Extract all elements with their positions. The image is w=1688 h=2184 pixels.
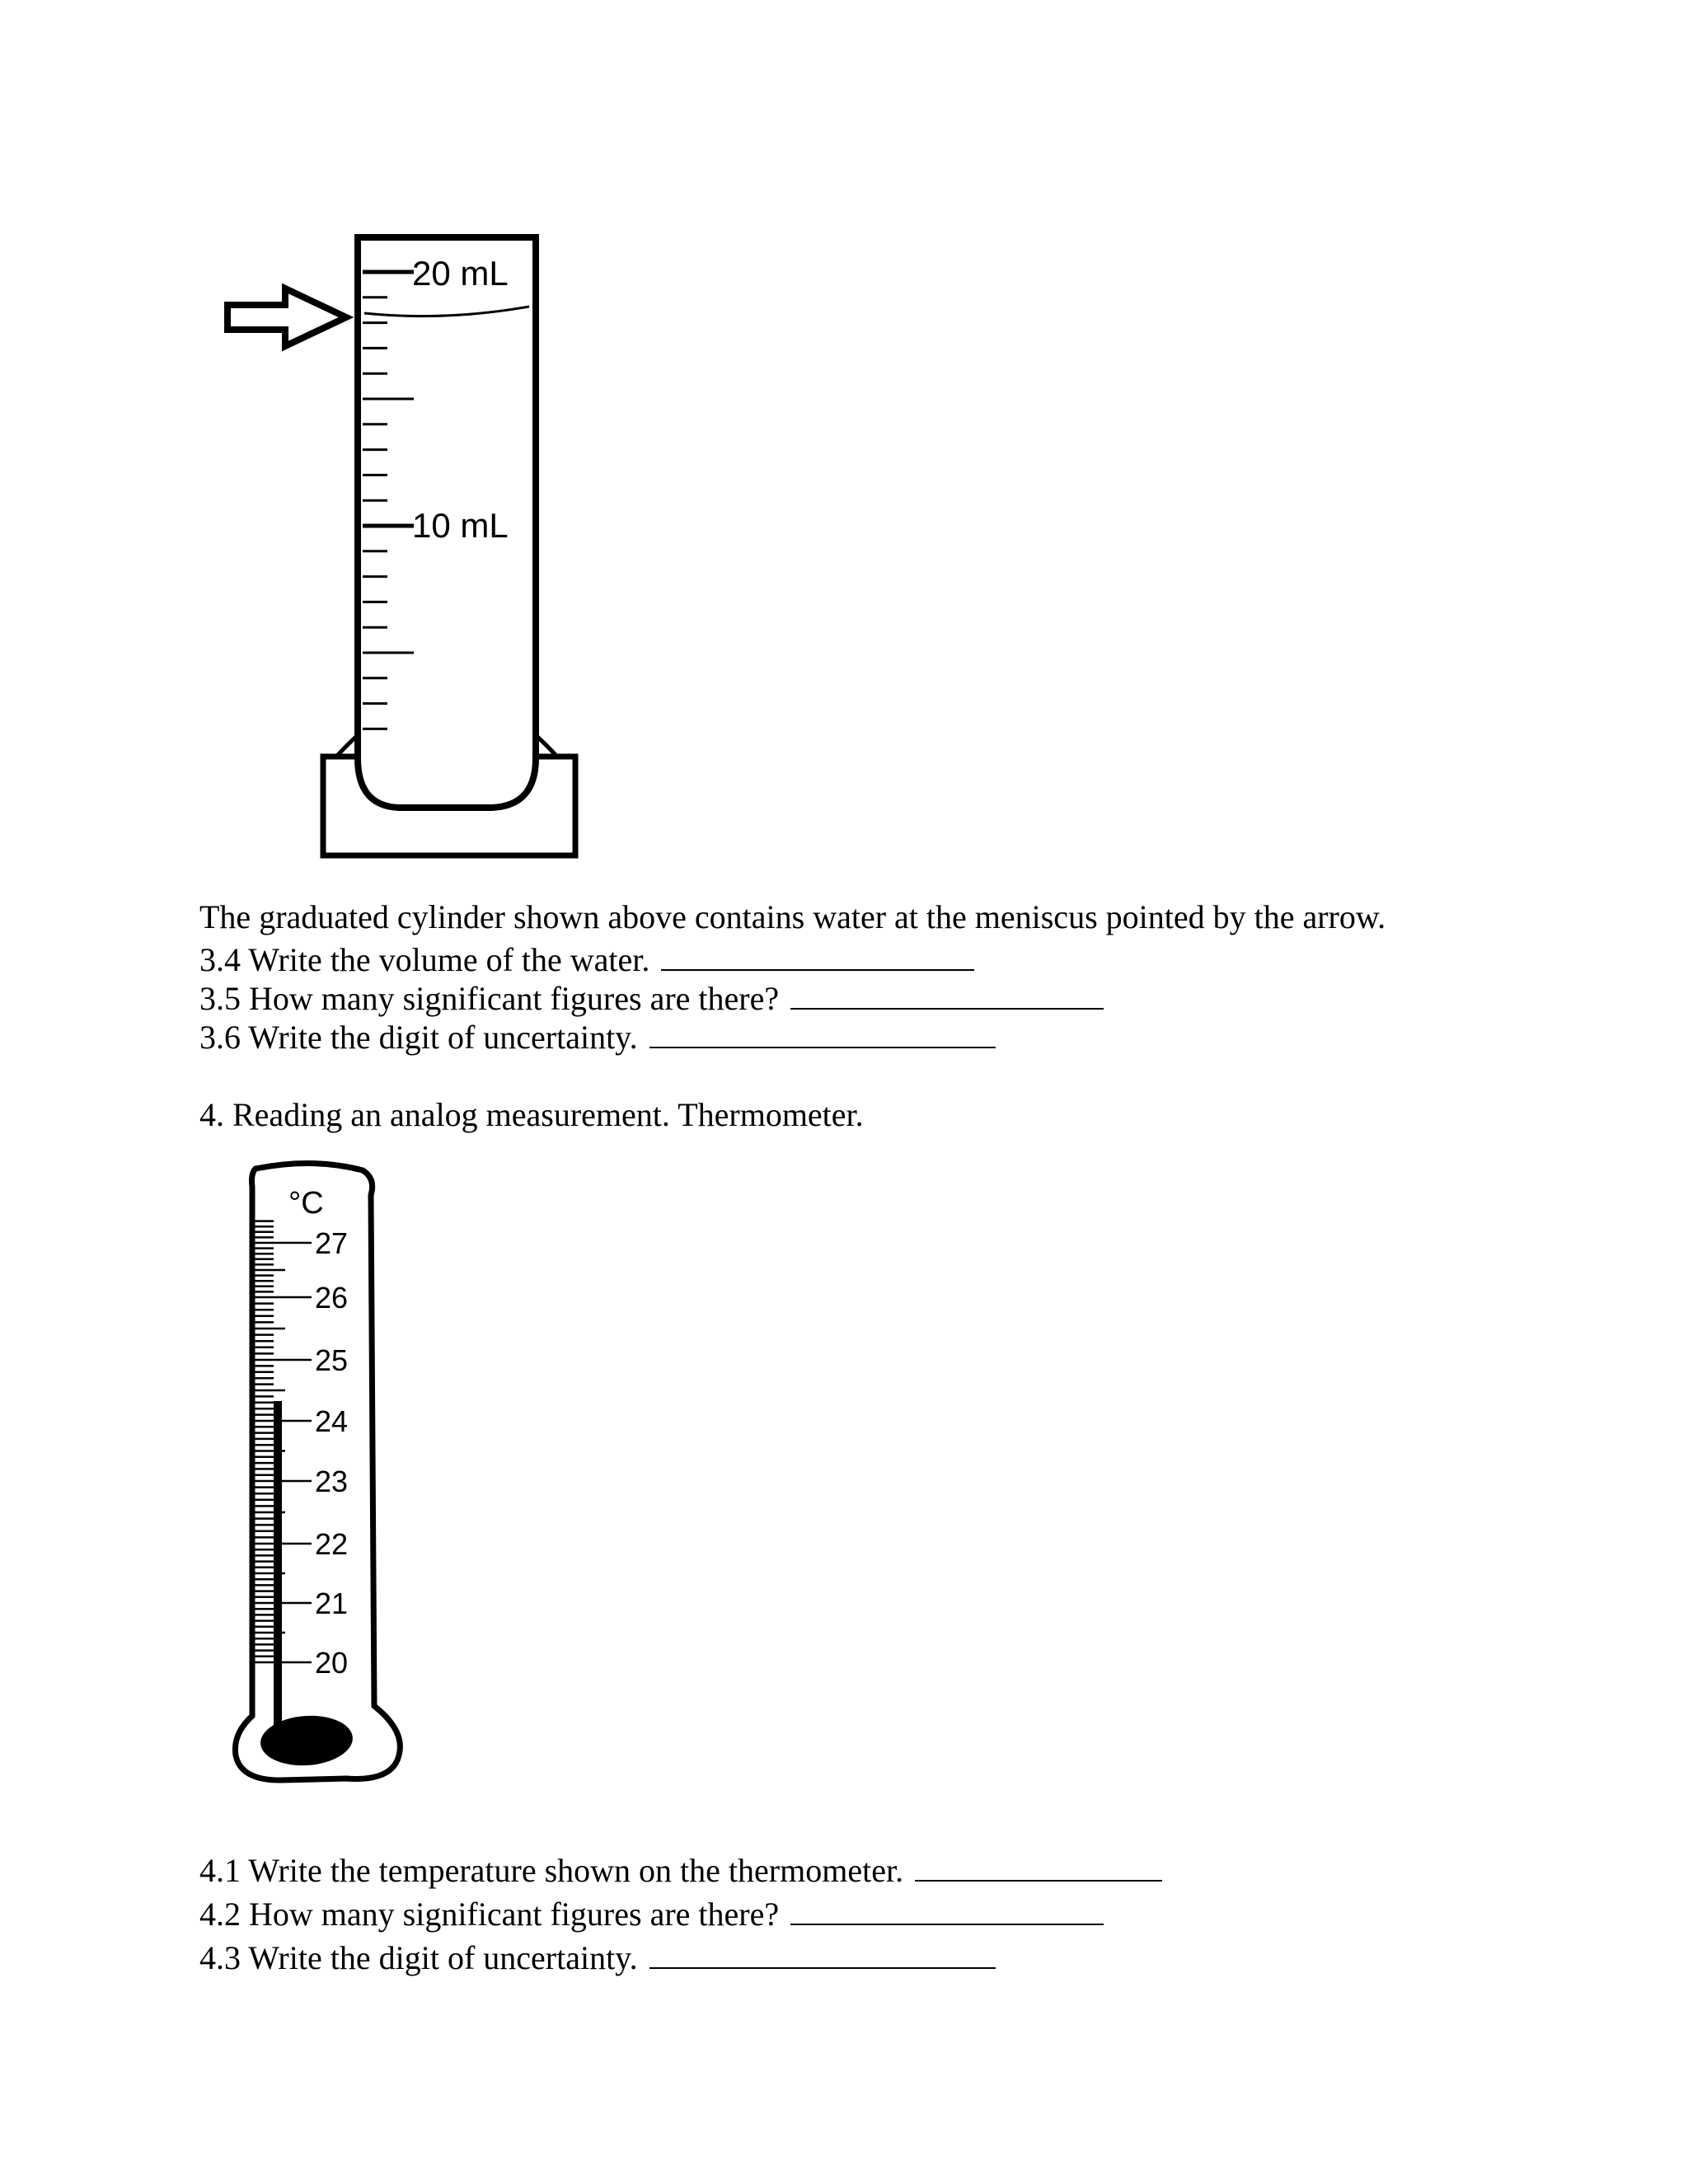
- cylinder-description: The graduated cylinder shown above contains water at the meniscus pointed by the arrow.: [199, 898, 1386, 935]
- answer-4-1-blank[interactable]: [915, 1852, 1162, 1882]
- thermometer-label: 25: [315, 1343, 349, 1377]
- thermometer-label: 20: [315, 1646, 349, 1680]
- arrow-icon: [227, 288, 346, 346]
- question-4-1: [199, 1852, 1162, 1890]
- section-4-heading: 4. Reading an analog measurement. Thermometer.: [199, 1096, 864, 1133]
- question-3-6: [199, 1019, 996, 1057]
- question-4-2-text: 4.2 How many significant figures are there?: [199, 1896, 780, 1933]
- question-3-4-text: 3.4 Write the volume of the water.: [199, 941, 650, 978]
- thermometer-label: 27: [315, 1226, 349, 1260]
- thermometer-label: 21: [315, 1586, 349, 1620]
- answer-3-4-blank[interactable]: [661, 941, 974, 971]
- question-4-3-text: 4.3 Write the digit of uncertainty.: [199, 1939, 638, 1976]
- thermometer-figure: [0, 1137, 1688, 1813]
- cylinder-label-10ml: 10 mL: [412, 506, 509, 545]
- question-4-3: [199, 1939, 996, 1977]
- cylinder-label-20ml: 20 mL: [412, 254, 509, 293]
- question-3-6-text: 3.6 Write the digit of uncertainty.: [199, 1019, 638, 1056]
- answer-3-5-blank[interactable]: [790, 980, 1104, 1010]
- thermometer-label: 24: [315, 1404, 349, 1438]
- graduated-cylinder-figure: [0, 0, 1688, 874]
- question-4-2: [199, 1896, 1104, 1933]
- question-3-5-text: 3.5 How many significant figures are there?: [199, 980, 780, 1017]
- thermometer-unit: °C: [288, 1186, 324, 1221]
- answer-4-3-blank[interactable]: [649, 1939, 996, 1969]
- thermometer-label: 22: [315, 1527, 349, 1561]
- question-3-4: [199, 941, 974, 979]
- question-3-5: [199, 980, 1104, 1018]
- answer-4-2-blank[interactable]: [790, 1896, 1104, 1925]
- thermometer-label: 23: [315, 1465, 349, 1498]
- question-4-1-text: 4.1 Write the temperature shown on the thermometer.: [199, 1852, 904, 1889]
- thermometer-label: 26: [315, 1281, 349, 1315]
- answer-3-6-blank[interactable]: [649, 1019, 996, 1048]
